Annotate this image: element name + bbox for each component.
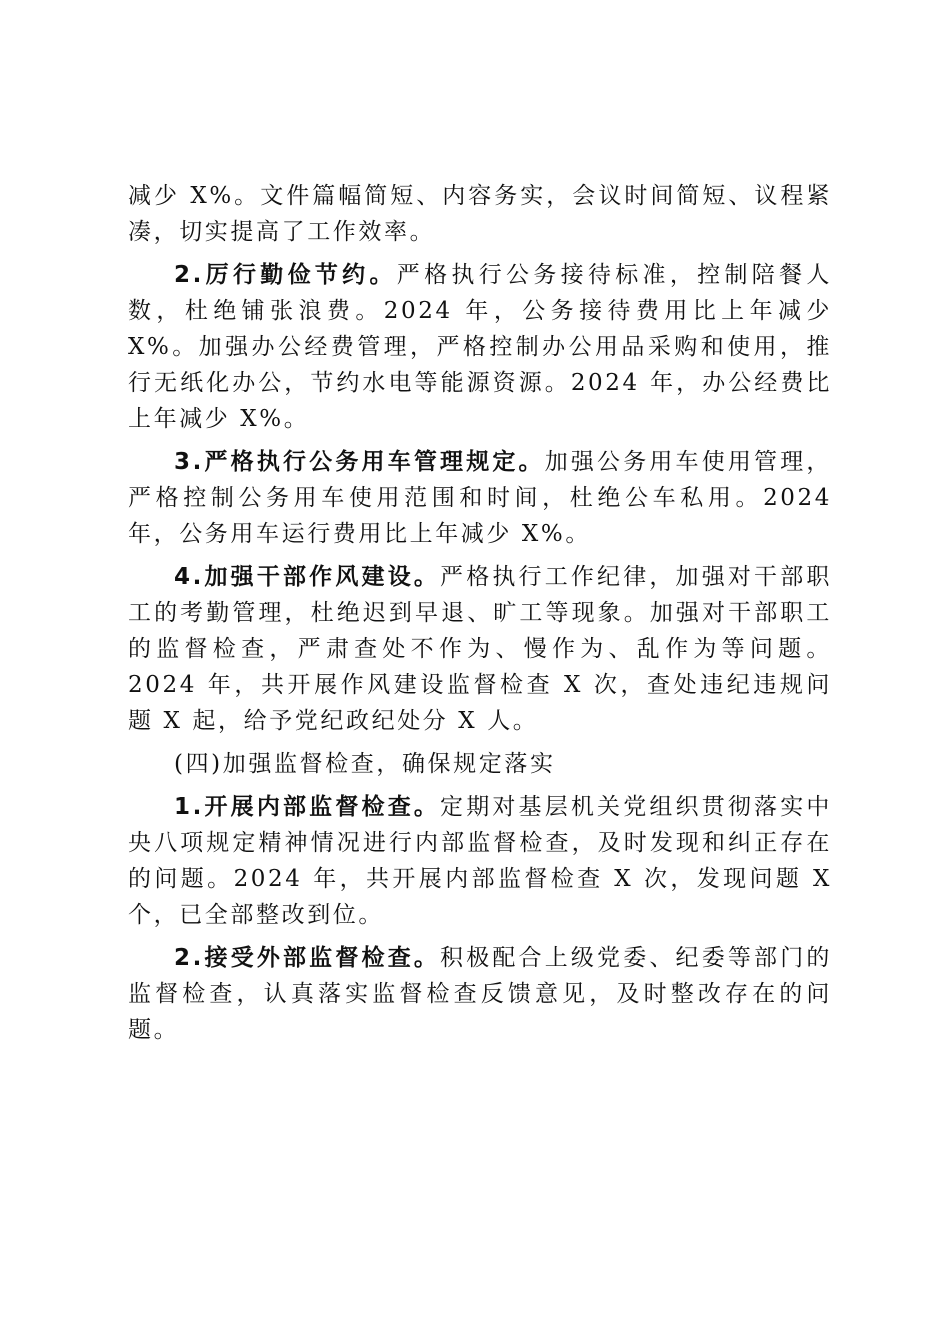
paragraph-official-vehicles xyxy=(128,444,832,552)
paragraph-external-supervision xyxy=(128,940,832,1048)
paragraph-text: 减少 X%。文件篇幅简短、内容务实，会议时间简短、议程紧凑，切实提高了工作效率。 xyxy=(128,183,832,245)
paragraph-text: 严格执行工作纪律，加强对干部职工的考勤管理，杜绝迟到早退、旷工等现象。加强对干部职工的监督检查，严肃查处不作为、慢作为、乱作为等问题。2024 年，共开展作风建设监督检查 X 次，查处违纪违规问题 X 起，给予党纪政纪处分 X 人。 xyxy=(128,564,832,734)
paragraph-work-style xyxy=(128,559,832,739)
paragraph-heading: 4.加强干部作风建设。 xyxy=(174,564,441,590)
paragraph-frugality xyxy=(128,257,832,437)
paragraph-heading: 1.开展内部监督检查。 xyxy=(174,794,441,820)
paragraph-text: 加强公务用车使用管理，严格控制公务用车使用范围和时间，杜绝公车私用。2024 年，公务用车运行费用比上年减少 X%。 xyxy=(128,449,832,547)
paragraph-heading: 3.严格执行公务用车管理规定。 xyxy=(174,449,545,475)
paragraph-text: 定期对基层机关党组织贯彻落实中央八项规定精神情况进行内部监督检查，及时发现和纠正存在的问题。2024 年，共开展内部监督检查 X 次，发现问题 X 个，已全部整改到位。 xyxy=(128,794,832,928)
paragraph-text: 积极配合上级党委、纪委等部门的监督检查，认真落实监督检查反馈意见，及时整改存在的问题。 xyxy=(128,945,832,1043)
document-body xyxy=(128,178,832,1055)
paragraph-heading: 2.接受外部监督检查。 xyxy=(174,945,441,971)
paragraph-text: 严格执行公务接待标准，控制陪餐人数，杜绝铺张浪费。2024 年，公务接待费用比上年减少 X%。加强办公经费管理，严格控制办公用品采购和使用，推行无纸化办公，节约水电等能源资源。2024 年，办公经费比上年减少 X%。 xyxy=(128,262,832,432)
paragraph-continuation xyxy=(128,178,832,250)
section-heading xyxy=(128,746,832,782)
section-title: (四)加强监督检查，确保规定落实 xyxy=(174,751,556,777)
paragraph-internal-supervision xyxy=(128,789,832,933)
paragraph-heading: 2.厉行勤俭节约。 xyxy=(174,262,397,288)
